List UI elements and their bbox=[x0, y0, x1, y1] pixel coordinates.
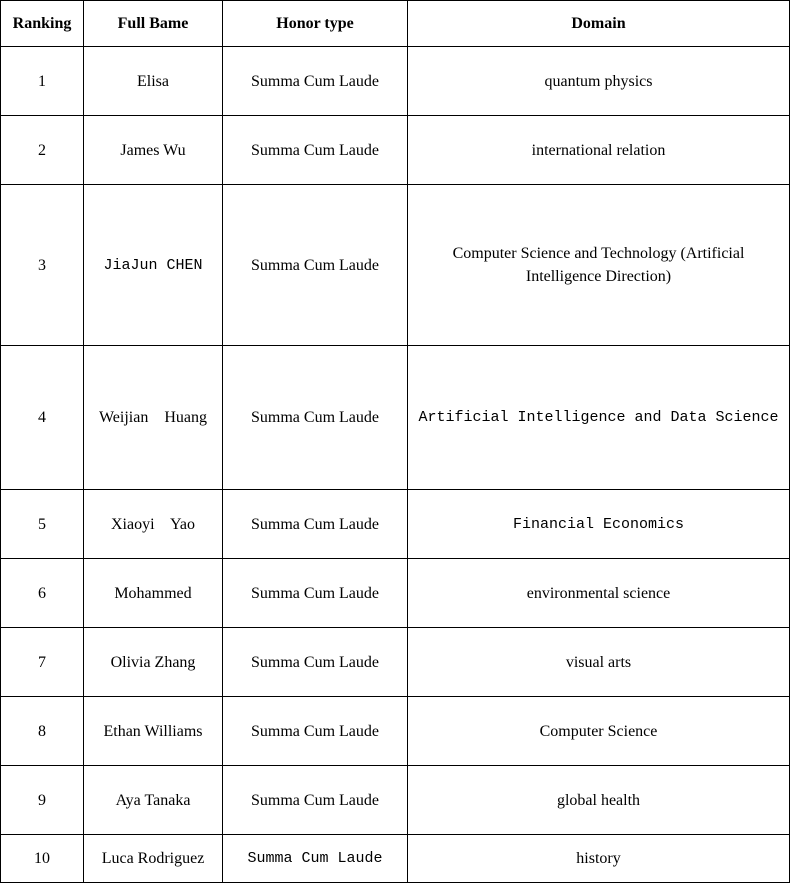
cell-honor: Summa Cum Laude bbox=[223, 766, 408, 835]
cell-honor: Summa Cum Laude bbox=[223, 185, 408, 346]
cell-honor: Summa Cum Laude bbox=[223, 835, 408, 883]
cell-domain: Computer Science bbox=[408, 697, 790, 766]
cell-domain: Financial Economics bbox=[408, 490, 790, 559]
cell-name: Ethan Williams bbox=[84, 697, 223, 766]
cell-name: Elisa bbox=[84, 47, 223, 116]
cell-honor: Summa Cum Laude bbox=[223, 346, 408, 490]
cell-ranking: 3 bbox=[1, 185, 84, 346]
cell-honor: Summa Cum Laude bbox=[223, 116, 408, 185]
cell-domain: international relation bbox=[408, 116, 790, 185]
cell-ranking: 6 bbox=[1, 559, 84, 628]
header-full-name: Full Bame bbox=[84, 1, 223, 47]
cell-ranking: 2 bbox=[1, 116, 84, 185]
cell-ranking: 8 bbox=[1, 697, 84, 766]
cell-domain: environmental science bbox=[408, 559, 790, 628]
table-row bbox=[1, 766, 790, 835]
header-row bbox=[1, 1, 790, 47]
cell-domain: global health bbox=[408, 766, 790, 835]
table-row bbox=[1, 628, 790, 697]
cell-ranking: 4 bbox=[1, 346, 84, 490]
table-row bbox=[1, 697, 790, 766]
table-row bbox=[1, 559, 790, 628]
cell-ranking: 9 bbox=[1, 766, 84, 835]
cell-honor: Summa Cum Laude bbox=[223, 697, 408, 766]
cell-name: Mohammed bbox=[84, 559, 223, 628]
cell-domain: quantum physics bbox=[408, 47, 790, 116]
header-domain: Domain bbox=[408, 1, 790, 47]
cell-honor: Summa Cum Laude bbox=[223, 47, 408, 116]
cell-name: Xiaoyi Yao bbox=[84, 490, 223, 559]
cell-honor: Summa Cum Laude bbox=[223, 628, 408, 697]
table-row bbox=[1, 47, 790, 116]
cell-domain: Computer Science and Technology (Artificial Intelligence Direction) bbox=[408, 185, 790, 346]
cell-domain: Artificial Intelligence and Data Science bbox=[408, 346, 790, 490]
cell-domain: history bbox=[408, 835, 790, 883]
cell-ranking: 5 bbox=[1, 490, 84, 559]
table-row bbox=[1, 835, 790, 883]
cell-honor: Summa Cum Laude bbox=[223, 490, 408, 559]
cell-domain: visual arts bbox=[408, 628, 790, 697]
cell-name: JiaJun CHEN bbox=[84, 185, 223, 346]
table-row bbox=[1, 116, 790, 185]
cell-name: Weijian Huang bbox=[84, 346, 223, 490]
table-row bbox=[1, 346, 790, 490]
cell-name: Aya Tanaka bbox=[84, 766, 223, 835]
cell-name: Luca Rodriguez bbox=[84, 835, 223, 883]
header-honor-type: Honor type bbox=[223, 1, 408, 47]
cell-honor: Summa Cum Laude bbox=[223, 559, 408, 628]
cell-ranking: 10 bbox=[1, 835, 84, 883]
cell-name: James Wu bbox=[84, 116, 223, 185]
cell-name: Olivia Zhang bbox=[84, 628, 223, 697]
header-ranking: Ranking bbox=[1, 1, 84, 47]
cell-ranking: 7 bbox=[1, 628, 84, 697]
table-row bbox=[1, 185, 790, 346]
cell-ranking: 1 bbox=[1, 47, 84, 116]
table-row bbox=[1, 490, 790, 559]
